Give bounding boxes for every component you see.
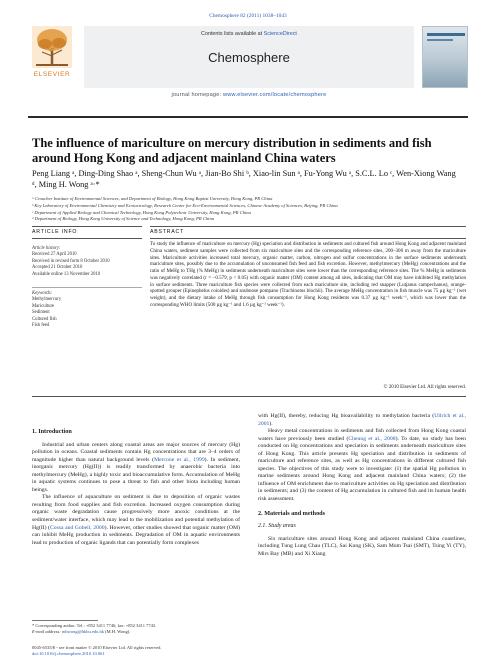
elsevier-logo xyxy=(28,26,76,88)
history-online: Available online 13 November 2010 xyxy=(32,271,101,277)
elsevier-wordmark: ELSEVIER xyxy=(33,71,71,78)
affiliations xyxy=(32,196,462,223)
intro-p1-text: Industrial and urban centers along coastal areas are major sources of mercury (Hg) pollution in oceans. Coastal sediments contain Hg concentrations that are 3–4 orders of magnitude higher than natural background levels ( xyxy=(32,441,240,463)
journal-banner xyxy=(84,26,414,88)
history-revised: Received in revised form 8 October 2010 xyxy=(32,258,110,264)
intro-paragraph-1 xyxy=(32,442,240,495)
abstract-text: To study the influence of mariculture on mercury (Hg) speciation and distribution in sediments and cultured fish around Hong Kong and adjacent mainland China waters, sediment samples were collected from six mariculture sites and the corresponding reference sites, 200–300 m away from the mariculture sites. Mariculture activities increased total mercury, organic matter, carbon, nitrogen and sulfur concentrations in the surface sediments underneath mariculture sites, possibly due to the accumulation of unconsumed fish feed and fish excretion. However, methylmercury (MeHg) concentrations and the ratio of MeHg to THg (% MeHg) in sediments underneath mariculture sites were lower than the corresponding reference sites. The % MeHg in sediments was negatively correlated (r = −0.579, p < 0.05) with organic matter (OM) content among all sites, indicating that OM may have inhibited Hg methylation in surface sediments. Three mariculture fish species were collected from each mariculture site, including red snapper (Lutjanus campechanus), orange-spotted grouper (Epinephelus coioides) and snubnose pompano (Trachinotus blochii). The average MeHg concentration in fish muscle was 75 µg kg⁻¹ (wet weight), and the dietary intake of MeHg through fish consumption for Hong Kong residents was 0.37 µg kg⁻¹ week⁻¹, which was lower than the corresponding WHO limits (500 µg kg⁻¹ and 1.6 µg kg⁻¹ week⁻¹). xyxy=(150,241,466,308)
issn-line: 0045-6535/$ - see front matter © 2010 Elsevier Ltd. All rights reserved. xyxy=(32,645,162,650)
header-rule xyxy=(28,116,468,118)
abstract-top-rule xyxy=(150,226,466,227)
journal-header xyxy=(28,26,468,114)
affiliation-c: ᶜ Department of Applied Biology and Chemical Technology, Hong Kong Polytechnic University, Hong Kong, PR China xyxy=(32,209,251,215)
keywords-heading: Keywords: xyxy=(32,291,53,296)
reference-link[interactable]: Cossa and Gobeil, 2000 xyxy=(49,524,105,531)
right-paragraph-0 xyxy=(258,413,466,428)
intro-p2-text: The influence of aquaculture on sediment is due to deposition of organic wastes resulting from food supplies and fish excretion. Increased oxygen consumption during organic waste degradation cause progressively more anoxic conditions at the sediment/water interface, which may lead to the mobilization and potential methylation of Hg(II) ( xyxy=(32,494,240,531)
keywords xyxy=(32,291,142,329)
history-received: Received 27 April 2010 xyxy=(32,252,77,258)
affiliation-d: ᵈ Department of Biology, Hong Kong University of Science and Technology, Hong Kong, PR China xyxy=(32,216,215,222)
section-heading-methods: 2. Materials and methods xyxy=(258,509,326,517)
footnote-rule xyxy=(32,620,98,621)
sciencedirect-link[interactable]: ScienceDirect xyxy=(263,31,297,37)
article-history xyxy=(32,246,142,278)
keywords-rule xyxy=(32,287,142,288)
intro-paragraph-2 xyxy=(32,494,240,547)
keyword-item: Fish feed xyxy=(32,323,50,329)
body-right-column xyxy=(258,413,466,558)
doi-link[interactable]: doi:10.1016/j.chemosphere.2010.10.061 xyxy=(32,651,105,657)
right-p1-text-cont: ). To date, no study has been conducted on Hg concentrations and speciation in sediments underneath mariculture sites of Hong Kong. This article presents Hg speciation and distribution in sediments of mariculture and reference sites, as well as Hg concentrations in different cultured fish species. The objectives of this study were to investigate: (1) the spatial Hg pollution in marine sediments around Hong Kong and adjacent mainland China waters; (2) the influence of OM enrichment due to mariculture activities on Hg speciation and distribution in sediments; and (3) the content of Hg accumulation in cultured fish and its human health risk assessment. xyxy=(258,435,467,503)
journal-citation[interactable]: Chemosphere 82 (2011) 1038–1043 xyxy=(209,13,287,19)
email-suffix: (M.H. Wong). xyxy=(104,629,131,635)
homepage-prefix: journal homepage: xyxy=(171,92,224,98)
history-accepted: Accepted 21 October 2010 xyxy=(32,265,83,271)
footnotes xyxy=(32,623,242,635)
right-p1-text: Heavy metal concentrations in sediments and fish collected from Hong Kong coastal waters have previously been studied ( xyxy=(258,428,466,442)
author-list: Peng Liang ᵃ, Ding-Ding Shao ᵃ, Sheng-Chun Wu ᵃ, Jian-Bo Shi ᵇ, Xiao-lin Sun ᵃ, Fu-Yong Wu ᵃ, S.C.L. Lo ᶜ, Wen-Xiong Wang ᵈ, Ming H. Wong ᵃ·* xyxy=(32,169,456,189)
section-heading-introduction: 1. Introduction xyxy=(32,428,72,435)
history-heading: Article history: xyxy=(32,246,61,251)
elsevier-tree-icon xyxy=(32,26,72,68)
email-prefix: E-mail address: xyxy=(32,629,62,635)
subsection-heading-study-areas: 2.1. Study areas xyxy=(258,523,296,530)
contents-prefix: Contents lists available at xyxy=(201,31,264,37)
intro-p2-text-cont: ). However, other studies showed that organic matter (OM) can inhibit MeHg production in sediments. Degradation of OM in aquatic environments lead to production of organic ligands that can potentially form complexes xyxy=(32,524,240,546)
right-paragraph-1 xyxy=(258,428,466,503)
abstract-label: ABSTRACT xyxy=(150,229,185,235)
corresponding-author-note: * Corresponding author. Tel.: +852 3411 7746; fax: +852 3411 7743. xyxy=(32,623,157,628)
journal-cover-thumbnail[interactable] xyxy=(422,26,468,88)
study-areas-paragraph: Six mariculture sites around Hong Kong and adjacent mainland China coastlines, including Tung Lung Chau (TLC), Sai Kung (SK), Sam Mum Tsai (SMT), Tsing Yi (TY), Mirs Bay (MB) and Xi Xiang xyxy=(258,535,466,557)
abstract-mid-rule xyxy=(150,238,466,239)
affiliation-a: ᵃ Croucher Institute of Environmental Sciences, and Department of Biology, Hong Kong Baptist University, Hong Kong, PR China xyxy=(32,196,273,201)
affiliation-b: ᵇ Key Laboratory of Environmental Chemistry and Ecotoxicology, Research Center for Eco-Environmental Sciences, Chinese Academy of Sciences, Beijing, PR China xyxy=(32,202,338,208)
email-note xyxy=(32,629,242,635)
reference-link[interactable]: Cheung et al., 2008 xyxy=(348,435,396,442)
homepage-link[interactable]: www.elsevier.com/locate/chemosphere xyxy=(223,92,327,98)
journal-title: Chemosphere xyxy=(208,50,290,65)
reference-link[interactable]: Ullrich et al., 2001 xyxy=(258,413,466,427)
homepage-line xyxy=(84,92,414,98)
info-mid-rule xyxy=(32,238,142,239)
cover-subtitle-bar xyxy=(427,39,453,41)
right-p0-text-cont: ). xyxy=(269,420,273,427)
contents-line xyxy=(84,31,414,37)
copyright-notice: © 2010 Elsevier Ltd. All rights reserved. xyxy=(383,384,466,390)
issn-block xyxy=(32,645,262,657)
email-link[interactable]: mhwong@hkbu.edu.hk xyxy=(61,629,104,635)
cover-title-bar xyxy=(427,33,465,36)
right-p0-text: with Hg(II), thereby, reducing Hg bioavailability to methylation bacteria ( xyxy=(258,413,435,419)
body-left-column xyxy=(32,428,240,547)
abstract-bottom-rule xyxy=(32,396,466,397)
article-info-label: ARTICLE INFO xyxy=(32,229,78,235)
intro-p1-text-cont: ). In sediment, inorganic mercury (Hg(II)) is readily transformed by anaerobic bacteria into methylmercury (MeHg), a highly toxic and bioaccumulative form. Accumulation of MeHg in aquatic systems continues to pose a threat to fish and other biota including human beings. xyxy=(32,456,240,493)
info-top-rule xyxy=(32,226,142,227)
keyword-item: Sediment xyxy=(32,310,50,316)
keyword-item: Methylmercury xyxy=(32,297,62,303)
keyword-item: Mariculture xyxy=(32,303,55,309)
reference-link[interactable]: Mercone et al., 1999 xyxy=(154,456,205,463)
keyword-item: Cultured fish xyxy=(32,316,57,322)
article-title: The influence of mariculture on mercury distribution in sediments and fish around Hong Kong and adjacent mainland China waters xyxy=(32,136,432,165)
